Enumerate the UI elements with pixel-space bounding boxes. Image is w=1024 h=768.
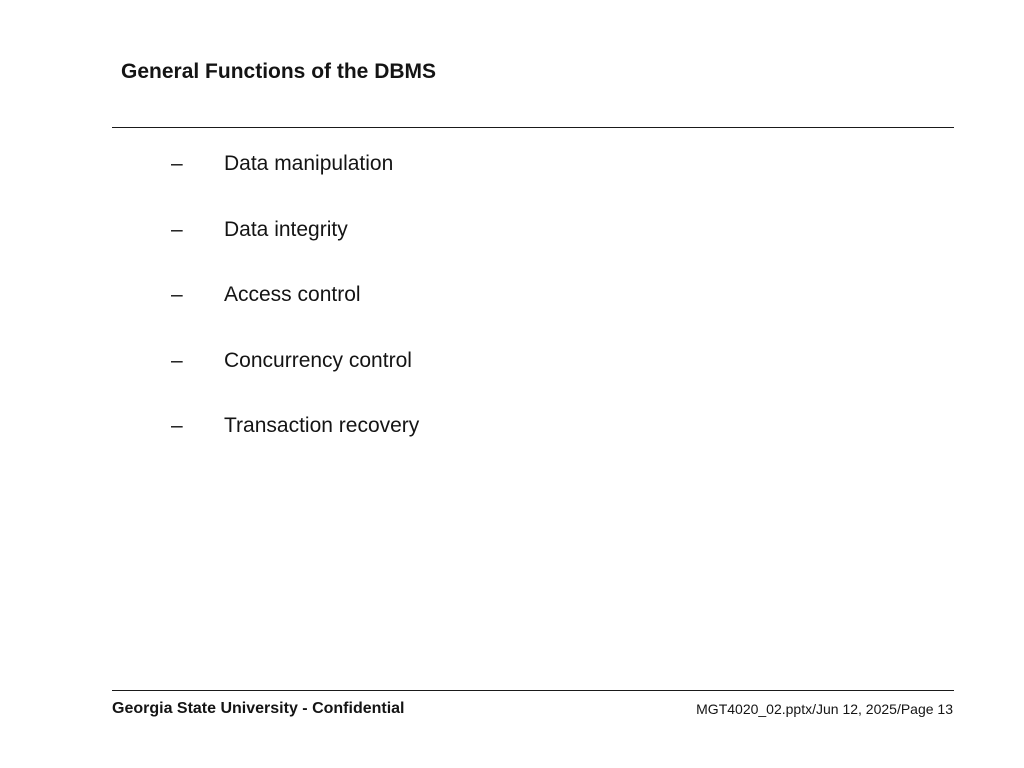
bullet-marker: – (171, 283, 183, 306)
bullet-text: Data integrity (224, 218, 348, 241)
bullet-item (0, 346, 700, 376)
bullet-text: Transaction recovery (224, 414, 420, 437)
slide-title: General Functions of the DBMS (121, 60, 437, 83)
bullet-marker: – (171, 218, 183, 241)
footer-confidential-label: Georgia State University - Confidential (112, 700, 405, 717)
bullet-marker: – (171, 414, 183, 437)
bullet-text: Data manipulation (224, 152, 394, 175)
bullet-marker: – (171, 152, 183, 175)
bullet-item (0, 411, 700, 441)
bullet-marker: – (171, 349, 183, 372)
bullet-text: Concurrency control (224, 349, 412, 372)
bullet-item (0, 215, 700, 245)
footer-page-info: MGT4020_02.pptx/Jun 12, 2025/Page 13 (696, 701, 953, 717)
title-divider (112, 127, 954, 128)
bullet-item (0, 149, 700, 179)
bullet-item (0, 280, 700, 310)
footer-divider (112, 690, 954, 691)
bullet-text: Access control (224, 283, 361, 306)
